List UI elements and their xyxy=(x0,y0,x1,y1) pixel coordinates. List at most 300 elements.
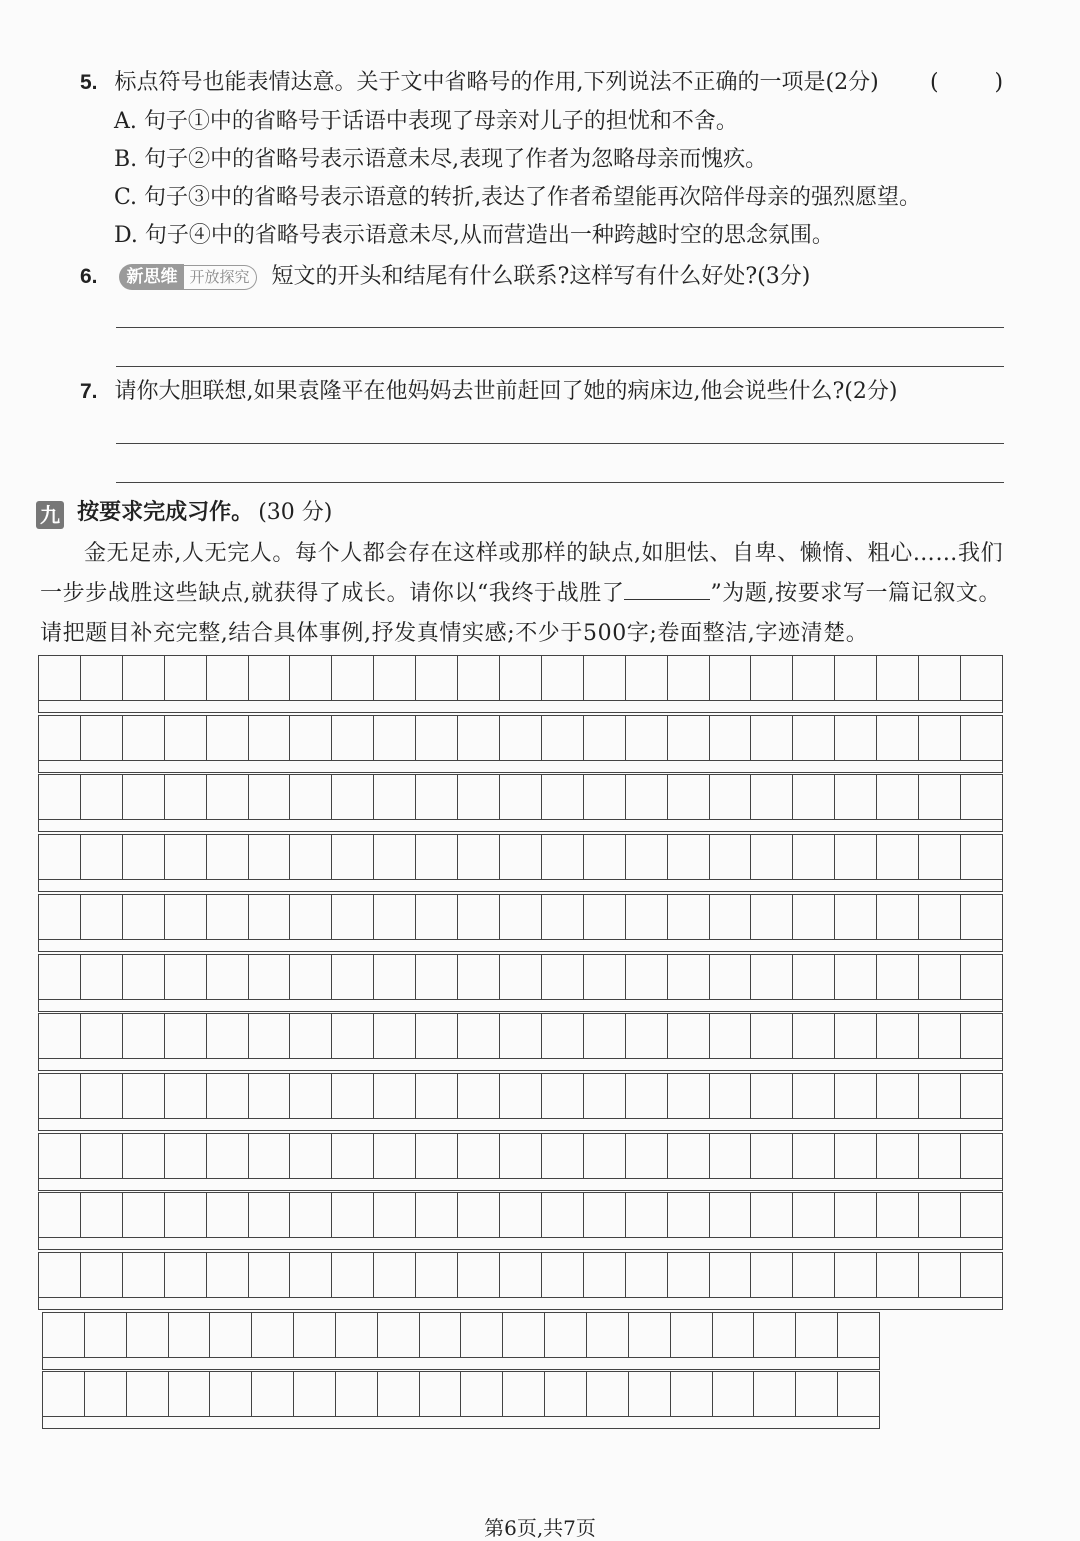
grid-cell[interactable] xyxy=(668,716,710,760)
grid-cell[interactable] xyxy=(751,1074,793,1118)
grid-cell[interactable] xyxy=(542,1134,584,1178)
grid-cell[interactable] xyxy=(503,1313,545,1357)
grid-cell[interactable] xyxy=(835,1014,877,1058)
grid-cell[interactable] xyxy=(252,1313,294,1357)
grid-cell[interactable] xyxy=(793,1134,835,1178)
grid-cell[interactable] xyxy=(877,1134,919,1178)
grid-cell[interactable] xyxy=(249,716,291,760)
grid-cell[interactable] xyxy=(626,895,668,939)
grid-cell[interactable] xyxy=(249,1253,291,1297)
grid-cell[interactable] xyxy=(374,1134,416,1178)
grid-cell[interactable] xyxy=(793,955,835,999)
grid-cell[interactable] xyxy=(584,835,626,879)
grid-row[interactable] xyxy=(38,715,1003,773)
grid-cell[interactable] xyxy=(165,775,207,819)
grid-cell[interactable] xyxy=(290,1253,332,1297)
grid-cell[interactable] xyxy=(458,955,500,999)
grid-cell[interactable] xyxy=(127,1313,169,1357)
grid-cell[interactable] xyxy=(123,656,165,700)
q5-answer-paren[interactable]: ( ) xyxy=(930,70,1004,95)
grid-cell[interactable] xyxy=(668,1074,710,1118)
grid-cell[interactable] xyxy=(378,1313,420,1357)
grid-cell[interactable] xyxy=(39,955,81,999)
grid-cell[interactable] xyxy=(332,716,374,760)
grid-cell[interactable] xyxy=(332,775,374,819)
grid-cell[interactable] xyxy=(416,716,458,760)
grid-cell[interactable] xyxy=(374,895,416,939)
grid-cell[interactable] xyxy=(85,1372,127,1416)
grid-cell[interactable] xyxy=(81,955,123,999)
grid-cell[interactable] xyxy=(751,656,793,700)
grid-cell[interactable] xyxy=(751,835,793,879)
grid-cell[interactable] xyxy=(584,1014,626,1058)
grid-cell[interactable] xyxy=(877,1253,919,1297)
grid-cell[interactable] xyxy=(626,835,668,879)
grid-cell[interactable] xyxy=(207,1074,249,1118)
grid-cell[interactable] xyxy=(374,1074,416,1118)
grid-cell[interactable] xyxy=(378,1372,420,1416)
grid-cell[interactable] xyxy=(500,775,542,819)
grid-cell[interactable] xyxy=(39,775,81,819)
grid-cell[interactable] xyxy=(710,1253,752,1297)
grid-cell[interactable] xyxy=(374,656,416,700)
grid-cell[interactable] xyxy=(332,1134,374,1178)
grid-cell[interactable] xyxy=(416,775,458,819)
grid-cell[interactable] xyxy=(671,1372,713,1416)
q6-answer-line-2[interactable] xyxy=(116,366,1004,367)
grid-cell[interactable] xyxy=(710,955,752,999)
grid-cell[interactable] xyxy=(835,1253,877,1297)
grid-cell[interactable] xyxy=(165,656,207,700)
grid-cell[interactable] xyxy=(626,716,668,760)
grid-cell[interactable] xyxy=(123,835,165,879)
grid-cell[interactable] xyxy=(207,716,249,760)
grid-cell[interactable] xyxy=(587,1313,629,1357)
grid-cell[interactable] xyxy=(877,955,919,999)
grid-cell[interactable] xyxy=(751,1134,793,1178)
grid-cell[interactable] xyxy=(500,835,542,879)
grid-cell[interactable] xyxy=(207,1193,249,1237)
grid-cell[interactable] xyxy=(751,775,793,819)
grid-cell[interactable] xyxy=(43,1372,85,1416)
grid-cell[interactable] xyxy=(754,1372,796,1416)
grid-cell[interactable] xyxy=(961,775,1002,819)
grid-cell[interactable] xyxy=(210,1313,252,1357)
grid-cell[interactable] xyxy=(81,835,123,879)
grid-cell[interactable] xyxy=(290,716,332,760)
grid-cell[interactable] xyxy=(294,1313,336,1357)
grid-cell[interactable] xyxy=(332,895,374,939)
grid-cell[interactable] xyxy=(123,1074,165,1118)
grid-cell[interactable] xyxy=(919,1253,961,1297)
grid-cell[interactable] xyxy=(169,1313,211,1357)
grid-cell[interactable] xyxy=(668,775,710,819)
grid-cell[interactable] xyxy=(961,716,1002,760)
grid-cell[interactable] xyxy=(416,656,458,700)
grid-cell[interactable] xyxy=(374,1193,416,1237)
grid-cell[interactable] xyxy=(751,1014,793,1058)
grid-cell[interactable] xyxy=(835,835,877,879)
grid-cell[interactable] xyxy=(668,1134,710,1178)
grid-cell[interactable] xyxy=(416,1014,458,1058)
grid-row[interactable] xyxy=(38,774,1003,832)
grid-cell[interactable] xyxy=(835,1074,877,1118)
grid-cell[interactable] xyxy=(500,1014,542,1058)
grid-cell[interactable] xyxy=(374,1253,416,1297)
grid-cell[interactable] xyxy=(458,835,500,879)
grid-cell[interactable] xyxy=(39,716,81,760)
grid-row[interactable] xyxy=(38,1073,1003,1131)
grid-cell[interactable] xyxy=(127,1372,169,1416)
grid-cell[interactable] xyxy=(123,955,165,999)
grid-cell[interactable] xyxy=(290,1074,332,1118)
grid-cell[interactable] xyxy=(252,1372,294,1416)
grid-cell[interactable] xyxy=(290,955,332,999)
grid-cell[interactable] xyxy=(793,656,835,700)
grid-cell[interactable] xyxy=(796,1372,838,1416)
grid-cell[interactable] xyxy=(584,955,626,999)
grid-cell[interactable] xyxy=(877,716,919,760)
grid-cell[interactable] xyxy=(500,895,542,939)
grid-cell[interactable] xyxy=(290,1014,332,1058)
grid-cell[interactable] xyxy=(207,1134,249,1178)
grid-cell[interactable] xyxy=(210,1372,252,1416)
grid-cell[interactable] xyxy=(793,1193,835,1237)
grid-cell[interactable] xyxy=(710,775,752,819)
grid-cell[interactable] xyxy=(458,1074,500,1118)
grid-cell[interactable] xyxy=(374,775,416,819)
grid-cell[interactable] xyxy=(919,895,961,939)
grid-cell[interactable] xyxy=(458,1134,500,1178)
grid-cell[interactable] xyxy=(713,1372,755,1416)
grid-cell[interactable] xyxy=(165,1014,207,1058)
grid-cell[interactable] xyxy=(169,1372,211,1416)
grid-row[interactable] xyxy=(42,1371,880,1429)
grid-cell[interactable] xyxy=(710,656,752,700)
grid-row[interactable] xyxy=(42,1312,880,1370)
grid-cell[interactable] xyxy=(458,656,500,700)
grid-cell[interactable] xyxy=(835,716,877,760)
grid-cell[interactable] xyxy=(458,775,500,819)
grid-cell[interactable] xyxy=(332,1193,374,1237)
grid-cell[interactable] xyxy=(43,1313,85,1357)
grid-cell[interactable] xyxy=(713,1313,755,1357)
grid-cell[interactable] xyxy=(584,895,626,939)
grid-row[interactable] xyxy=(38,655,1003,713)
grid-cell[interactable] xyxy=(584,1074,626,1118)
grid-cell[interactable] xyxy=(503,1372,545,1416)
grid-cell[interactable] xyxy=(123,716,165,760)
grid-cell[interactable] xyxy=(249,1014,291,1058)
grid-cell[interactable] xyxy=(542,1014,584,1058)
grid-cell[interactable] xyxy=(165,1074,207,1118)
grid-cell[interactable] xyxy=(458,895,500,939)
grid-cell[interactable] xyxy=(207,835,249,879)
grid-cell[interactable] xyxy=(249,1074,291,1118)
grid-cell[interactable] xyxy=(961,1253,1002,1297)
grid-cell[interactable] xyxy=(500,1193,542,1237)
grid-row[interactable] xyxy=(38,1133,1003,1191)
grid-cell[interactable] xyxy=(793,1014,835,1058)
grid-cell[interactable] xyxy=(626,656,668,700)
grid-cell[interactable] xyxy=(123,895,165,939)
grid-cell[interactable] xyxy=(500,1134,542,1178)
grid-cell[interactable] xyxy=(838,1372,879,1416)
grid-cell[interactable] xyxy=(751,1193,793,1237)
grid-cell[interactable] xyxy=(81,1193,123,1237)
grid-cell[interactable] xyxy=(39,1074,81,1118)
grid-cell[interactable] xyxy=(961,895,1002,939)
grid-cell[interactable] xyxy=(629,1372,671,1416)
grid-cell[interactable] xyxy=(207,775,249,819)
grid-cell[interactable] xyxy=(542,656,584,700)
grid-cell[interactable] xyxy=(420,1372,462,1416)
grid-cell[interactable] xyxy=(919,775,961,819)
grid-cell[interactable] xyxy=(81,1014,123,1058)
grid-cell[interactable] xyxy=(835,955,877,999)
grid-cell[interactable] xyxy=(961,656,1002,700)
grid-cell[interactable] xyxy=(584,775,626,819)
grid-cell[interactable] xyxy=(961,1134,1002,1178)
grid-cell[interactable] xyxy=(458,1253,500,1297)
grid-cell[interactable] xyxy=(751,955,793,999)
grid-cell[interactable] xyxy=(290,1134,332,1178)
grid-cell[interactable] xyxy=(626,1074,668,1118)
grid-cell[interactable] xyxy=(877,1193,919,1237)
grid-cell[interactable] xyxy=(668,1014,710,1058)
grid-cell[interactable] xyxy=(416,895,458,939)
grid-cell[interactable] xyxy=(249,1134,291,1178)
grid-cell[interactable] xyxy=(332,1074,374,1118)
grid-cell[interactable] xyxy=(919,955,961,999)
grid-cell[interactable] xyxy=(710,1014,752,1058)
grid-cell[interactable] xyxy=(165,1253,207,1297)
grid-row[interactable] xyxy=(38,1013,1003,1071)
grid-cell[interactable] xyxy=(249,656,291,700)
grid-cell[interactable] xyxy=(165,1134,207,1178)
grid-cell[interactable] xyxy=(542,955,584,999)
grid-cell[interactable] xyxy=(165,716,207,760)
grid-cell[interactable] xyxy=(416,835,458,879)
grid-cell[interactable] xyxy=(668,1193,710,1237)
grid-cell[interactable] xyxy=(374,1014,416,1058)
grid-cell[interactable] xyxy=(919,1193,961,1237)
grid-cell[interactable] xyxy=(542,775,584,819)
grid-cell[interactable] xyxy=(207,1014,249,1058)
grid-cell[interactable] xyxy=(39,1253,81,1297)
grid-cell[interactable] xyxy=(165,955,207,999)
grid-cell[interactable] xyxy=(249,955,291,999)
grid-cell[interactable] xyxy=(81,716,123,760)
grid-cell[interactable] xyxy=(39,1014,81,1058)
grid-cell[interactable] xyxy=(751,716,793,760)
grid-cell[interactable] xyxy=(249,835,291,879)
grid-cell[interactable] xyxy=(500,1253,542,1297)
grid-cell[interactable] xyxy=(81,775,123,819)
grid-cell[interactable] xyxy=(123,1014,165,1058)
grid-cell[interactable] xyxy=(39,656,81,700)
grid-cell[interactable] xyxy=(416,1253,458,1297)
grid-cell[interactable] xyxy=(671,1313,713,1357)
grid-row[interactable] xyxy=(38,1252,1003,1310)
q7-answer-line-1[interactable] xyxy=(116,443,1004,444)
grid-cell[interactable] xyxy=(165,835,207,879)
grid-cell[interactable] xyxy=(207,656,249,700)
title-blank[interactable] xyxy=(624,579,710,600)
grid-cell[interactable] xyxy=(542,716,584,760)
grid-cell[interactable] xyxy=(81,1074,123,1118)
grid-cell[interactable] xyxy=(374,955,416,999)
grid-cell[interactable] xyxy=(961,955,1002,999)
grid-cell[interactable] xyxy=(81,656,123,700)
grid-cell[interactable] xyxy=(710,1134,752,1178)
grid-cell[interactable] xyxy=(877,1074,919,1118)
grid-cell[interactable] xyxy=(710,835,752,879)
grid-cell[interactable] xyxy=(416,1134,458,1178)
grid-cell[interactable] xyxy=(877,895,919,939)
q7-answer-line-2[interactable] xyxy=(116,482,1004,483)
grid-cell[interactable] xyxy=(290,895,332,939)
grid-cell[interactable] xyxy=(626,775,668,819)
grid-cell[interactable] xyxy=(668,895,710,939)
grid-cell[interactable] xyxy=(710,1193,752,1237)
grid-cell[interactable] xyxy=(877,1014,919,1058)
grid-cell[interactable] xyxy=(710,1074,752,1118)
grid-cell[interactable] xyxy=(81,1253,123,1297)
grid-cell[interactable] xyxy=(290,656,332,700)
grid-cell[interactable] xyxy=(420,1313,462,1357)
grid-cell[interactable] xyxy=(207,1253,249,1297)
grid-cell[interactable] xyxy=(961,1074,1002,1118)
grid-cell[interactable] xyxy=(123,1134,165,1178)
grid-cell[interactable] xyxy=(332,955,374,999)
grid-cell[interactable] xyxy=(668,835,710,879)
grid-cell[interactable] xyxy=(123,1193,165,1237)
grid-cell[interactable] xyxy=(123,775,165,819)
grid-row[interactable] xyxy=(38,954,1003,1012)
grid-cell[interactable] xyxy=(542,1253,584,1297)
grid-cell[interactable] xyxy=(165,1193,207,1237)
grid-cell[interactable] xyxy=(668,656,710,700)
grid-cell[interactable] xyxy=(919,716,961,760)
grid-cell[interactable] xyxy=(249,775,291,819)
grid-cell[interactable] xyxy=(961,1014,1002,1058)
grid-cell[interactable] xyxy=(332,1253,374,1297)
grid-cell[interactable] xyxy=(584,1134,626,1178)
grid-cell[interactable] xyxy=(500,1074,542,1118)
grid-cell[interactable] xyxy=(374,835,416,879)
grid-cell[interactable] xyxy=(877,775,919,819)
grid-cell[interactable] xyxy=(626,1193,668,1237)
grid-cell[interactable] xyxy=(39,895,81,939)
grid-cell[interactable] xyxy=(751,1253,793,1297)
grid-cell[interactable] xyxy=(336,1313,378,1357)
grid-cell[interactable] xyxy=(793,835,835,879)
grid-cell[interactable] xyxy=(500,656,542,700)
grid-cell[interactable] xyxy=(374,716,416,760)
grid-row[interactable] xyxy=(38,894,1003,952)
grid-cell[interactable] xyxy=(835,1193,877,1237)
grid-cell[interactable] xyxy=(668,1253,710,1297)
grid-cell[interactable] xyxy=(793,895,835,939)
grid-cell[interactable] xyxy=(290,835,332,879)
grid-cell[interactable] xyxy=(626,955,668,999)
grid-cell[interactable] xyxy=(416,1074,458,1118)
grid-cell[interactable] xyxy=(500,955,542,999)
grid-cell[interactable] xyxy=(416,955,458,999)
grid-cell[interactable] xyxy=(587,1372,629,1416)
grid-row[interactable] xyxy=(38,1192,1003,1250)
grid-cell[interactable] xyxy=(838,1313,879,1357)
q6-answer-line-1[interactable] xyxy=(116,327,1004,328)
grid-cell[interactable] xyxy=(668,955,710,999)
grid-cell[interactable] xyxy=(416,1193,458,1237)
grid-cell[interactable] xyxy=(877,656,919,700)
grid-cell[interactable] xyxy=(461,1372,503,1416)
grid-cell[interactable] xyxy=(545,1313,587,1357)
grid-cell[interactable] xyxy=(961,835,1002,879)
grid-cell[interactable] xyxy=(710,716,752,760)
grid-cell[interactable] xyxy=(332,1014,374,1058)
grid-cell[interactable] xyxy=(919,1014,961,1058)
grid-cell[interactable] xyxy=(919,835,961,879)
grid-cell[interactable] xyxy=(793,1074,835,1118)
grid-cell[interactable] xyxy=(542,835,584,879)
grid-cell[interactable] xyxy=(249,895,291,939)
grid-cell[interactable] xyxy=(39,1134,81,1178)
grid-cell[interactable] xyxy=(584,1193,626,1237)
grid-cell[interactable] xyxy=(290,775,332,819)
grid-cell[interactable] xyxy=(458,716,500,760)
grid-cell[interactable] xyxy=(165,895,207,939)
grid-cell[interactable] xyxy=(919,656,961,700)
grid-cell[interactable] xyxy=(584,656,626,700)
grid-cell[interactable] xyxy=(85,1313,127,1357)
grid-cell[interactable] xyxy=(919,1074,961,1118)
grid-cell[interactable] xyxy=(332,656,374,700)
grid-cell[interactable] xyxy=(458,1014,500,1058)
grid-cell[interactable] xyxy=(542,1193,584,1237)
grid-cell[interactable] xyxy=(751,895,793,939)
grid-cell[interactable] xyxy=(81,895,123,939)
grid-cell[interactable] xyxy=(39,1193,81,1237)
grid-cell[interactable] xyxy=(793,716,835,760)
grid-cell[interactable] xyxy=(793,1253,835,1297)
grid-cell[interactable] xyxy=(461,1313,503,1357)
grid-cell[interactable] xyxy=(123,1253,165,1297)
grid-cell[interactable] xyxy=(458,1193,500,1237)
grid-cell[interactable] xyxy=(584,716,626,760)
grid-cell[interactable] xyxy=(336,1372,378,1416)
grid-cell[interactable] xyxy=(290,1193,332,1237)
grid-cell[interactable] xyxy=(584,1253,626,1297)
grid-cell[interactable] xyxy=(961,1193,1002,1237)
grid-cell[interactable] xyxy=(919,1134,961,1178)
grid-cell[interactable] xyxy=(500,716,542,760)
grid-cell[interactable] xyxy=(545,1372,587,1416)
grid-cell[interactable] xyxy=(710,895,752,939)
grid-cell[interactable] xyxy=(793,775,835,819)
grid-cell[interactable] xyxy=(629,1313,671,1357)
grid-cell[interactable] xyxy=(796,1313,838,1357)
grid-cell[interactable] xyxy=(835,895,877,939)
grid-row[interactable] xyxy=(38,834,1003,892)
grid-cell[interactable] xyxy=(835,775,877,819)
grid-cell[interactable] xyxy=(332,835,374,879)
grid-cell[interactable] xyxy=(835,656,877,700)
grid-cell[interactable] xyxy=(294,1372,336,1416)
grid-cell[interactable] xyxy=(81,1134,123,1178)
